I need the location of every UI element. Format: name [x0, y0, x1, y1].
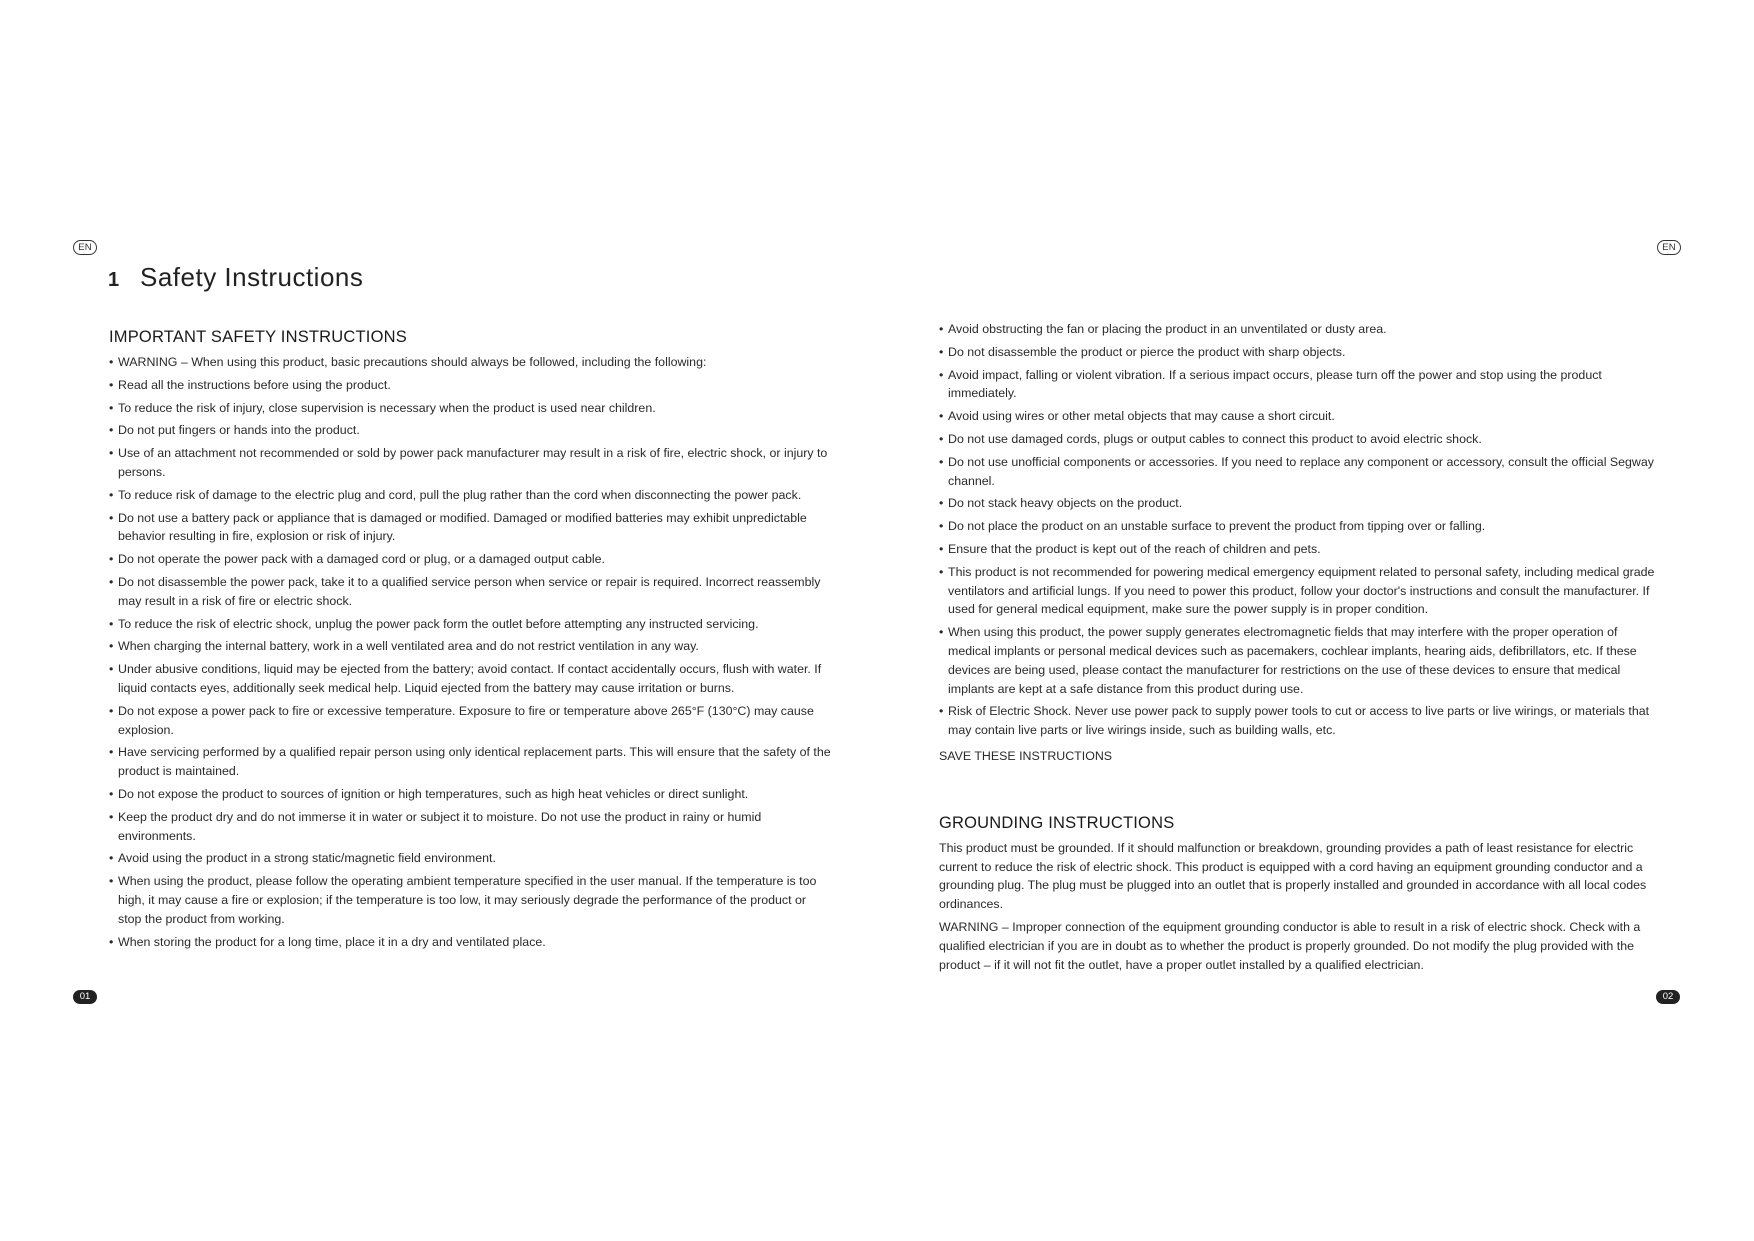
list-item: • Do not use a battery pack or appliance that is damaged or modified. Damaged or modified batteries may exhibit unpredictable behavior resulting in fire, explosion or risk of injury. — [109, 509, 831, 547]
grounding-heading: GROUNDING INSTRUCTIONS — [939, 813, 1175, 832]
page-number-left: 01 — [73, 990, 97, 1004]
list-item: • Do not place the product on an unstable surface to prevent the product from tipping over or falling. — [939, 517, 1659, 536]
grounding-paragraphs — [939, 839, 1659, 975]
list-item: • Do not operate the power pack with a damaged cord or plug, or a damaged output cable. — [109, 550, 831, 569]
list-item: • When storing the product for a long time, place it in a dry and ventilated place. — [109, 933, 831, 952]
important-safety-heading: IMPORTANT SAFETY INSTRUCTIONS — [109, 328, 407, 346]
continued-safety-list — [939, 320, 1659, 740]
list-item: • This product is not recommended for powering medical emergency equipment related to personal safety, including medical grade ventilators and artificial lungs. If you need to power this product, follow your doctor's instructions and consult the manufacturer. If used for general medical equipment, make sure the power supply is in proper condition. — [939, 563, 1659, 619]
list-item: • Read all the instructions before using the product. — [109, 376, 831, 395]
list-item: • Do not disassemble the product or pierce the product with sharp objects. — [939, 343, 1659, 362]
page-title: Safety Instructions — [140, 262, 364, 292]
left-page-column — [109, 326, 831, 955]
grounding-paragraph: WARNING – Improper connection of the equipment grounding conductor is able to result in a risk of electric shock. Check with a qualified electrician if you are in doubt as to whether the product is properly grounded. Do not modify the plug provided with the product – if it will not fit the outlet, have a proper outlet installed by a qualified electrician. — [939, 919, 1641, 972]
list-item: • Ensure that the product is kept out of the reach of children and pets. — [939, 540, 1659, 559]
list-item: • Have servicing performed by a qualified repair person using only identical replacement parts. This will ensure that the safety of the product is maintained. — [109, 743, 831, 781]
grounding-section — [939, 812, 1659, 975]
list-item: • Under abusive conditions, liquid may be ejected from the battery; avoid contact. If contact accidentally occurs, flush with water. If liquid contacts eyes, additionally seek medical help. Liquid ejected from the battery may cause irritation or burns. — [109, 660, 831, 698]
list-item: • Do not expose the product to sources of ignition or high temperatures, such as high heat vehicles or direct sunlight. — [109, 785, 831, 804]
list-item: • WARNING – When using this product, basic precautions should always be followed, including the following: — [109, 353, 831, 372]
list-item: • Do not use unofficial components or accessories. If you need to replace any component or accessory, consult the official Segway channel. — [939, 453, 1659, 491]
save-instructions-note: SAVE THESE INSTRUCTIONS — [939, 748, 1113, 763]
list-item: • Do not disassemble the power pack, take it to a qualified service person when service or repair is required. Incorrect reassembly may result in a risk of fire or electric shock. — [109, 573, 831, 611]
list-item: • Do not put fingers or hands into the product. — [109, 421, 831, 440]
list-item: • Use of an attachment not recommended or sold by power pack manufacturer may result in a risk of fire, electric shock, or injury to persons. — [109, 444, 831, 482]
list-item: • Do not expose a power pack to fire or excessive temperature. Exposure to fire or temperature above 265°F (130°C) may cause explosion. — [109, 702, 831, 740]
list-item: • Avoid using wires or other metal objects that may cause a short circuit. — [939, 407, 1659, 426]
list-item: • To reduce risk of damage to the electric plug and cord, pull the plug rather than the cord when disconnecting the power pack. — [109, 486, 831, 505]
list-item: • When using this product, the power supply generates electromagnetic fields that may interfere with the proper operation of medical implants or personal medical devices such as pacemakers, cochlear implants, hearing aids, defibrillators, etc. If these devices are being used, please contact the manufacturer for restrictions on the use of these devices to ensure that medical implants are kept at a safe distance from this product during use. — [939, 623, 1659, 698]
language-badge-right: EN — [1657, 240, 1681, 255]
list-item: • When charging the internal battery, work in a well ventilated area and do not restrict ventilation in any way. — [109, 637, 831, 656]
language-badge-left: EN — [73, 240, 97, 255]
right-page-column — [939, 320, 1659, 978]
grounding-paragraph: This product must be grounded. If it should malfunction or breakdown, grounding provides a path of least resistance for electric current to reduce the risk of electric shock. This product is equipped with a cord having an equipment grounding conductor and a grounding plug. The plug must be plugged into an outlet that is properly installed and grounded in accordance with all local codes ordinances. — [939, 840, 1647, 912]
list-item: • Avoid impact, falling or violent vibration. If a serious impact occurs, please turn off the power and stop using the product immediately. — [939, 366, 1659, 404]
list-item: • Avoid obstructing the fan or placing the product in an unventilated or dusty area. — [939, 320, 1659, 339]
list-item: • To reduce the risk of electric shock, unplug the power pack form the outlet before attempting any instructed servicing. — [109, 615, 831, 634]
list-item: • To reduce the risk of injury, close supervision is necessary when the product is used near children. — [109, 399, 831, 418]
page-number-right: 02 — [1656, 990, 1680, 1004]
important-safety-list — [109, 353, 831, 951]
list-item: • Do not stack heavy objects on the product. — [939, 494, 1659, 513]
list-item: • Do not use damaged cords, plugs or output cables to connect this product to avoid electric shock. — [939, 430, 1659, 449]
chapter-heading — [108, 262, 363, 293]
list-item: • Risk of Electric Shock. Never use power pack to supply power tools to cut or access to live parts or live wirings, or materials that may contain live parts or live wirings inside, such as building walls, etc. — [939, 702, 1659, 740]
list-item: • Keep the product dry and do not immerse it in water or subject it to moisture. Do not use the product in rainy or humid environments. — [109, 808, 831, 846]
list-item: • When using the product, please follow the operating ambient temperature specified in the user manual. If the temperature is too high, it may cause a fire or explosion; if the temperature is too low, it may seriously degrade the performance of the product or stop the product from working. — [109, 872, 831, 928]
chapter-number: 1 — [108, 269, 120, 291]
list-item: • Avoid using the product in a strong static/magnetic field environment. — [109, 849, 831, 868]
